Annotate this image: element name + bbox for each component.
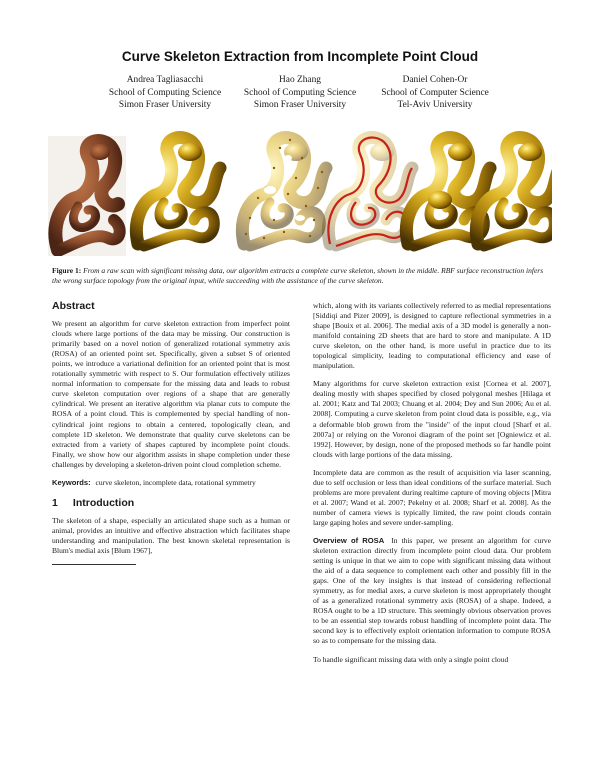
intro-paragraph: The skeleton of a shape, especially an articulated shape such as a human or animal, provides an intuitive and effective abstraction which facilitates shape understanding and manipulation. The best known skeletal representation is Blum's medial axis [Blum 1967], [52, 515, 290, 555]
point-cloud-panel [242, 138, 326, 246]
author-department: School of Computing Science [243, 87, 357, 98]
abstract-text: We present an algorithm for curve skeleton extraction from imperfect point clouds where large portions of the data may be missing. Our construction is primarily based on a novel notion of generalized rotational symmetry axis (ROSA) of an oriented point set. Specifically, given a subset S of oriented points, we introduce a variational definition for an oriented point that is most rotationally symmetric with respect to S. Our formulation effectively utilizes normal information to compensate for the missing data and leads to robust curve skeleton computation over regions of a shape that are generally cylindrical. We present an iterative algorithm via planar cuts to compute the ROSA of a point cloud. This is complemented by special handling of non-cylindrical joint regions to obtain a centered, topologically clean, and complete 1D skeleton. We demonstrate that quality curve skeletons can be extracted from a variety of shapes captured by incomplete point clouds. Finally, we show how our algorithm assists in shape completion under these challenges by developing a skeleton-driven point cloud completion scheme. [52, 319, 290, 469]
overview-paragraph [313, 536, 551, 647]
related-work-paragraph: Many algorithms for curve skeleton extraction exist [Cornea et al. 2007], dealing mostly with shapes specified by closed polygonal meshes [Hilaga et al. 2001; Katz and Tal 2003; Chuang et al. 2004; Dey and Sun 2006; Au et al. 2008]. Computing a curve skeleton from point cloud data is possible, e.g., via a deformable blob grown from the "inside" of the input cloud [Sharf et al. 2007a] or relying on the Voronoi diagram of the point set [Ogniewicz et al. 1992]. However, by design, none of the proposed methods so far handle point clouds with large portions of the data missing. [313, 379, 551, 459]
overview-heading: Overview of ROSA [313, 535, 385, 545]
figure-caption-text: From a raw scan with significant missing data, our algorithm extracts a complete curve skeleton, shown in the middle. RBF surface reconstruction infers the wrong surface topology from the original input, while succeeding with the assistance of the curve skeleton. [52, 266, 544, 285]
paper-title: Curve Skeleton Extraction from Incomplete Point Cloud [121, 49, 479, 64]
intro-paragraph-continued: which, along with its variants collectively referred to as medial representations [Siddiqi and Pizer 2009], is designed to capture reflectional symmetries in a shape [Bouix et al. 2006]. The medial axis of a 3D model is generally a non-manifold containing 2D sheets that are hard to store and manipulate. A 1D curve skeleton, on the other hand, is more useful in practice due to its topological simplicity, leading to computational efficiency and ease of manipulation. [313, 301, 551, 371]
author-name: Daniel Cohen-Or [402, 75, 468, 85]
skeleton-panel [328, 138, 412, 246]
missing-data-paragraph: To handle significant missing data with only a single point cloud [313, 654, 509, 664]
author-name: Hao Zhang [279, 75, 321, 85]
keywords-text: curve skeleton, incomplete data, rotational symmetry [95, 477, 256, 487]
author-name: Andrea Tagliasacchi [126, 75, 204, 85]
section-number: 1 [52, 496, 58, 509]
author-department: School of Computer Science [381, 87, 489, 98]
figure-label: Figure 1: [52, 266, 82, 275]
figure-caption [52, 266, 550, 286]
keywords-label: Keywords: [52, 477, 91, 487]
abstract-heading: Abstract [52, 300, 95, 312]
photo-panel [48, 136, 126, 256]
left-column [52, 301, 290, 565]
section-title: Introduction [72, 496, 135, 509]
keywords [52, 478, 290, 488]
author-university: Simon Fraser University [118, 100, 212, 111]
author-university: Tel-Aviv University [397, 100, 473, 111]
overview-text: In this paper, we present an algorithm for curve skeleton extraction directly from incomplete point cloud data. Our problem setting is unique in that we aim to cope with significant missing data without the aid of a data sequence to complement each other and possibly fill in the gaps. One of the key insights is that instead of considering reflectional symmetry, as for medial axes, a curve skeleton is most appropriately thought of as a generalized rotational symmetry axis (ROSA) of a shape. Indeed, a ROSA ought to be a 1D structure. This seemingly obvious observation proves to be an essential step towards robust handling of incomplete point data. The second key is to effectively exploit orientation information to compute ROSA so as to compensate for the missing data. [313, 535, 551, 646]
introduction-heading [52, 498, 290, 508]
teaser-figure [48, 128, 552, 256]
author-university: Simon Fraser University [253, 100, 347, 111]
right-column [313, 301, 551, 673]
scan-panel [136, 138, 220, 246]
incomplete-data-paragraph: Incomplete data are common as the result of acquisition via laser scanning, due to self occlusion or less than ideal conditions of the surface material. Such problems are more prevalent during realtime capture of moving objects [Mitra et al. 2007; Wand et al. 2007; Pekelny et al. 2008; Sharf et al. 2008]. As the number of camera views is typically limited, the raw point clouds contain large gaping holes and severe under-sampling. [313, 467, 551, 527]
author-block-3 [345, 74, 525, 112]
author-department: School of Computing Science [108, 87, 222, 98]
footnote-rule [52, 564, 136, 565]
